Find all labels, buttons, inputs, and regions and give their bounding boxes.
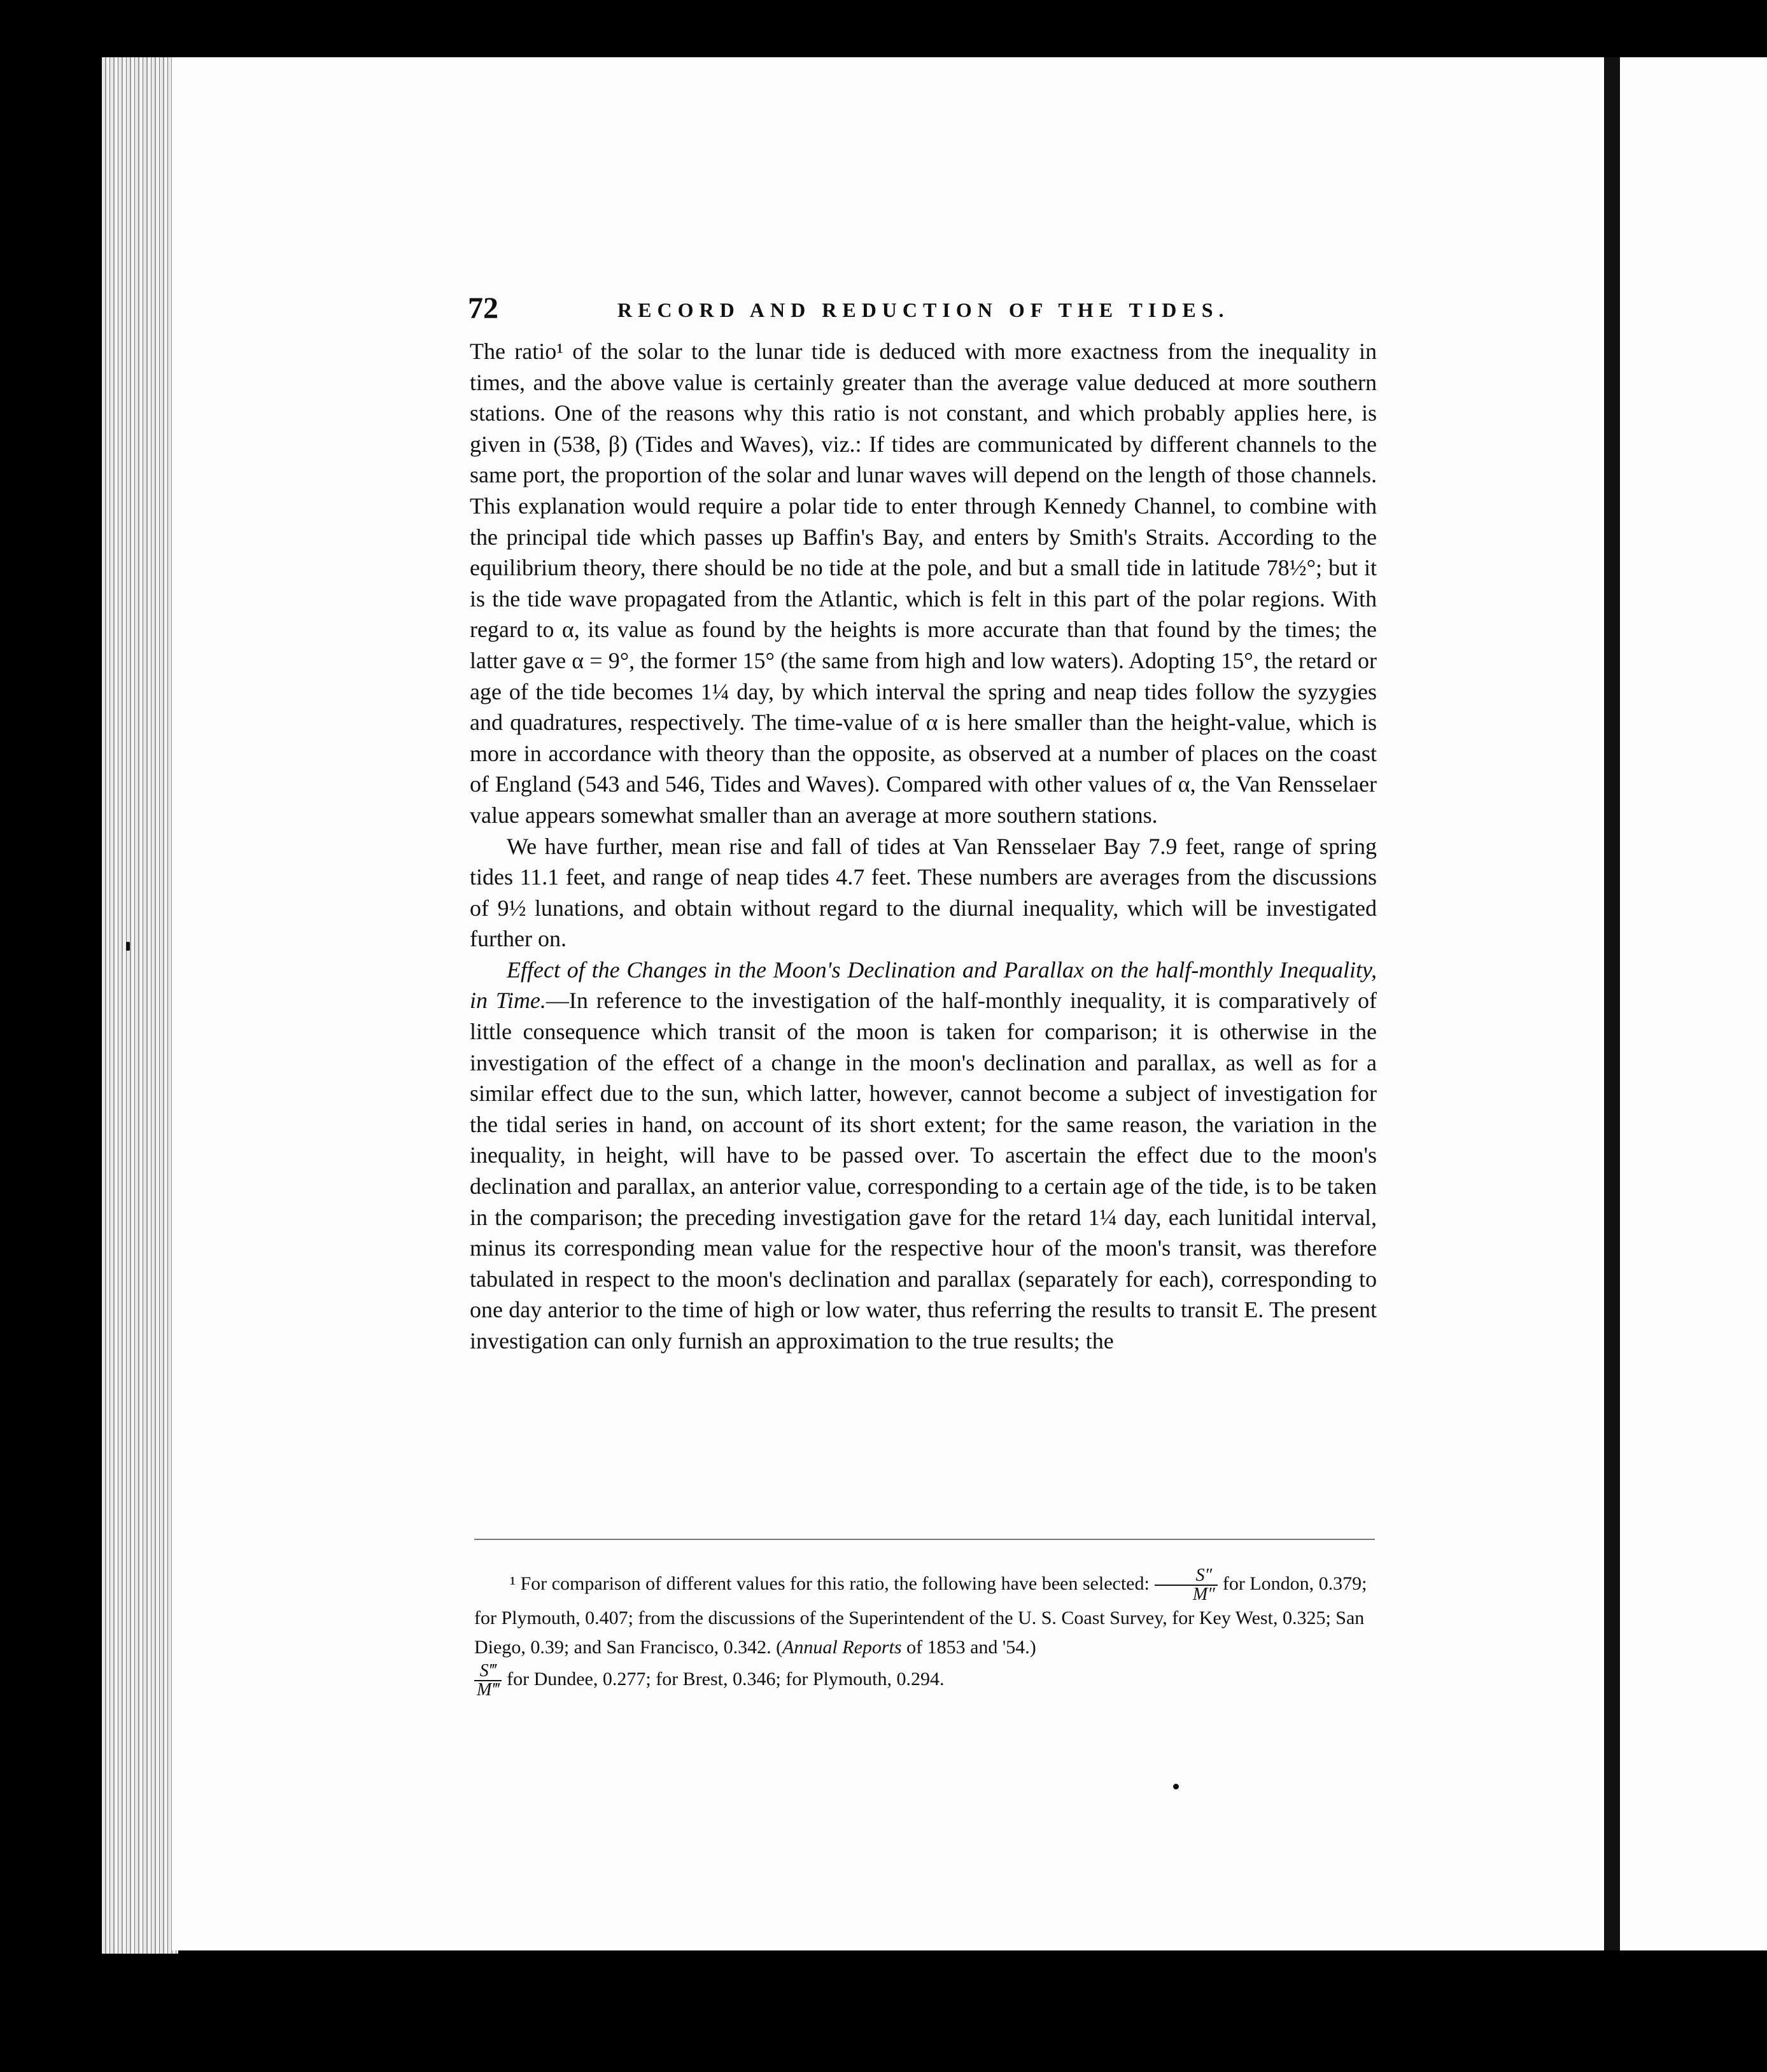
footnote-text-part1: For comparison of different values for this ratio, the following have been selected: (520, 1572, 1150, 1594)
facing-page-edge (1620, 57, 1767, 1950)
page-stack-edge (102, 57, 178, 1954)
footnote-text-part4: for Dundee, 0.277; for Brest, 0.346; for Plymouth, 0.294. (507, 1668, 945, 1690)
fraction-third-order (474, 1662, 502, 1699)
running-head: RECORD AND REDUCTION OF THE TIDES. (617, 298, 1230, 321)
footnote-marker: ¹ (510, 1572, 516, 1594)
annual-reports-title: Annual Reports (782, 1637, 902, 1658)
paragraph-mean-rise: We have further, mean rise and fall of tides at Van Rensselaer Bay 7.9 feet, range of spring tides 11.1 feet, and range of neap tides 4.7 feet. These numbers are averages from the discussions of 9½ lunations, and obtain without regard to the diurnal inequality, which will be investigated further on. (470, 833, 1377, 952)
footnote-1-continued (474, 1662, 1381, 1699)
page-number: 72 (468, 291, 498, 325)
footnote-text-part3: of 1853 and '54.) (906, 1637, 1036, 1658)
fraction-solar-lunar (1155, 1567, 1218, 1604)
page-header (468, 290, 1230, 328)
body-text (470, 336, 1377, 1357)
footnote-text-part2: for London, 0.379; for Plymouth, 0.407; from the discussions of the Superintendent of the U. S. Coast Survey, for Key West, 0.325; San Diego, 0.39; and San Francisco, 0.342. ( (474, 1572, 1367, 1658)
fraction-denominator: M‴ (477, 1680, 500, 1700)
paragraph-declination-text: —In reference to the investigation of the half-monthly inequality, it is comparatively of little consequence which transit of the moon is taken for comparison; it is otherwise in the investigation of the effect of a change in the moon's declination and parallax, as well as for a similar effect due to the sun, which latter, however, cannot become a subject of investigation for the tidal series in hand, on account of its short extent; for the same reason, the variation in the inequality, in height, will have to be passed over. To ascertain the effect due to the moon's declination and parallax, an anterior value, corresponding to a certain age of the tide, is to be taken in the comparison; the preceding investigation gave for the retard 1¼ day, each lunitidal interval, minus its corresponding mean value for the respective hour of the moon's transit, was therefore tabulated in respect to the moon's declination and parallax (separately for each), corresponding to one day anterior to the time of high or low water, thus referring the results to transit E. The present investigation can only furnish an approximation to the true results; the (470, 988, 1377, 1354)
fraction-numerator: S″ (1155, 1567, 1218, 1586)
fraction-denominator: M″ (1192, 1585, 1215, 1604)
ink-speck (126, 942, 130, 951)
ink-speck (1173, 1784, 1179, 1789)
paragraph-declination-effect (470, 955, 1377, 1357)
paragraph-ratio: The ratio¹ of the solar to the lunar tide is deduced with more exactness from the inequality in times, and the above value is certainly greater than the average value deduced at more southern stations. One of the reasons why this ratio is not constant, and which probably applies here, is given in (538, β) (Tides and Waves), viz.: If tides are communicated by different channels to the same port, the proportion of the solar and lunar waves will depend on the length of those channels. This explanation would require a polar tide to enter through Kennedy Channel, to combine with the principal tide which passes up Baffin's Bay, and enters by Smith's Straits. According to the equilibrium theory, there should be no tide at the pole, and but a small tide in latitude 78½°; but it is the tide wave propagated from the Atlantic, which is felt in this part of the polar regions. With regard to α, its value as found by the heights is more accurate than that found by the times; the latter gave α = 9°, the former 15° (the same from high and low waters). Adopting 15°, the retard or age of the tide becomes 1¼ day, by which interval the spring and neap tides follow the syzygies and quadratures, respectively. The time-value of α is here smaller than the height-value, which is more in accordance with theory than the opposite, as observed at a number of places on the coast of England (543 and 546, Tides and Waves). Compared with other values of α, the Van Rensselaer value appears somewhat smaller than an average at more southern stations. (470, 339, 1377, 828)
footnotes (474, 1567, 1381, 1699)
footnote-rule (474, 1539, 1375, 1540)
fraction-numerator: S‴ (474, 1662, 502, 1681)
gutter-shadow (1604, 57, 1620, 1950)
footnote-1 (474, 1567, 1381, 1662)
section-heading: Effect of the Changes in the Moon's Declination and Parallax on the half-monthly Inequality, in Time. (470, 956, 1377, 1014)
